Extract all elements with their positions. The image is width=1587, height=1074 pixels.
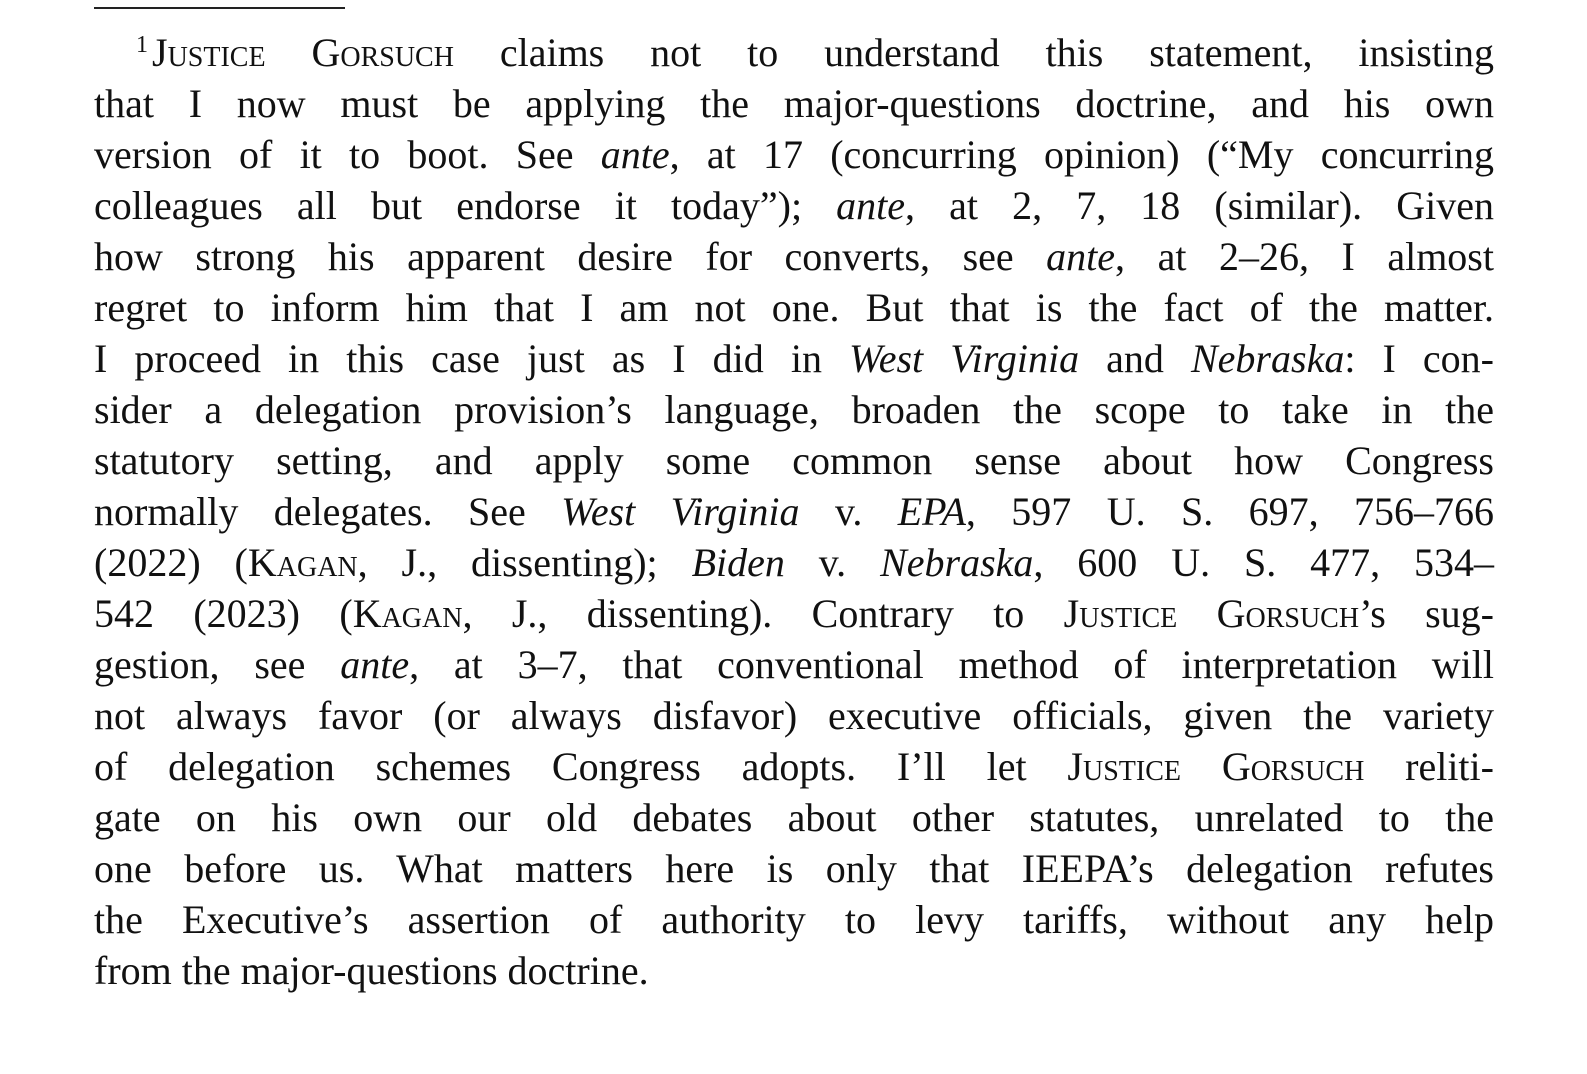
small-caps-name-text: Kagan [352, 591, 463, 636]
small-caps-name-text: Justice Gorsuch [152, 30, 454, 75]
footnote-line [94, 741, 1494, 792]
footnote-1 [94, 27, 1494, 996]
footnote-text: v. [784, 540, 881, 585]
footnote-text: of delegation schemes Congress adopts. I’ll let [94, 744, 1068, 789]
footnote-text: , J., dissenting). Contrary to [462, 591, 1064, 636]
italic-citation-text: ante [1046, 234, 1116, 279]
italic-citation-text: Nebraska [1191, 336, 1345, 381]
footnote-text: , 597 U. S. 697, 756–766 [965, 489, 1495, 534]
footnote-line [94, 333, 1494, 384]
footnote-text: statutory setting, and apply some common sense about how Congress [94, 438, 1494, 483]
footnote-text: , at 2–26, I almost [1115, 234, 1494, 279]
italic-citation-text: ante [340, 642, 410, 687]
footnote-text: I proceed in this case just as I did in [94, 336, 850, 381]
footnote-text: reliti- [1364, 744, 1494, 789]
footnote-text: : I con- [1344, 336, 1494, 381]
footnote-text: from the major-questions doctrine. [94, 948, 649, 993]
footnote-line [94, 384, 1494, 435]
footnote-text: ’s sug- [1359, 591, 1495, 636]
footnote-line [94, 843, 1494, 894]
footnote-text: regret to inform him that I am not one. But that is the fact of the matter. [94, 285, 1494, 330]
footnote-line [94, 180, 1494, 231]
footnote-text: normally delegates. See [94, 489, 562, 534]
footnote-text: sider a delegation provision’s language, broaden the scope to take in the [94, 387, 1494, 432]
footnote-line [94, 486, 1494, 537]
footnote-line [94, 690, 1494, 741]
footnote-line [94, 78, 1494, 129]
footnote-text: , at 2, 7, 18 (similar). Given [905, 183, 1494, 228]
footnote-text: , at 17 (concurring opinion) (“My concurring [669, 132, 1494, 177]
footnote-text: not always favor (or always disfavor) executive officials, given the variety [94, 693, 1494, 738]
footnote-line [94, 537, 1494, 588]
footnote-line [94, 231, 1494, 282]
footnote-line [94, 792, 1494, 843]
small-caps-name-text: Justice Gorsuch [1063, 591, 1360, 636]
italic-citation-text: ante [836, 183, 906, 228]
footnote-text: v. [799, 489, 898, 534]
footnote-text: colleagues all but endorse it today”); [94, 183, 837, 228]
italic-citation-text: West Virginia [849, 336, 1080, 381]
footnote-text: , at 3–7, that conventional method of interpretation will [409, 642, 1494, 687]
italic-citation-text: West Virginia [561, 489, 800, 534]
italic-citation-text: Nebraska [880, 540, 1034, 585]
footnote-text: , 600 U. S. 477, 534– [1033, 540, 1495, 585]
footnote-line [94, 588, 1494, 639]
footnote-line [94, 945, 1494, 996]
footnote-text: that I now must be applying the major-questions doctrine, and his own [94, 81, 1494, 126]
footnote-text: one before us. What matters here is only that IEEPA’s delegation refutes [94, 846, 1494, 891]
footnote-text: version of it to boot. See [94, 132, 601, 177]
footnote-separator-rule [94, 7, 345, 9]
footnote-text: , J., dissenting); [357, 540, 692, 585]
footnote-text: and [1079, 336, 1191, 381]
footnote-text: (2022) ( [94, 540, 248, 585]
footnote-line [94, 129, 1494, 180]
footnote-line [94, 435, 1494, 486]
small-caps-name-text: Justice Gorsuch [1067, 744, 1365, 789]
footnote-text: claims not to understand this statement, insisting [453, 30, 1494, 75]
footnote-line [94, 639, 1494, 690]
footnote-number: 1 [136, 32, 148, 58]
footnote-line [94, 894, 1494, 945]
footnote-text: the Executive’s assertion of authority to levy tariffs, without any help [94, 897, 1494, 942]
italic-citation-text: ante [600, 132, 670, 177]
footnote-text: how strong his apparent desire for converts, see [94, 234, 1047, 279]
italic-citation-text: EPA [897, 489, 966, 534]
small-caps-name-text: Kagan [247, 540, 358, 585]
footnote-text: gate on his own our old debates about other statutes, unrelated to the [94, 795, 1494, 840]
footnote-line [94, 282, 1494, 333]
footnote-text: gestion, see [94, 642, 341, 687]
italic-citation-text: Biden [691, 540, 785, 585]
footnote-text: 542 (2023) ( [94, 591, 353, 636]
footnote-line [94, 27, 1494, 78]
